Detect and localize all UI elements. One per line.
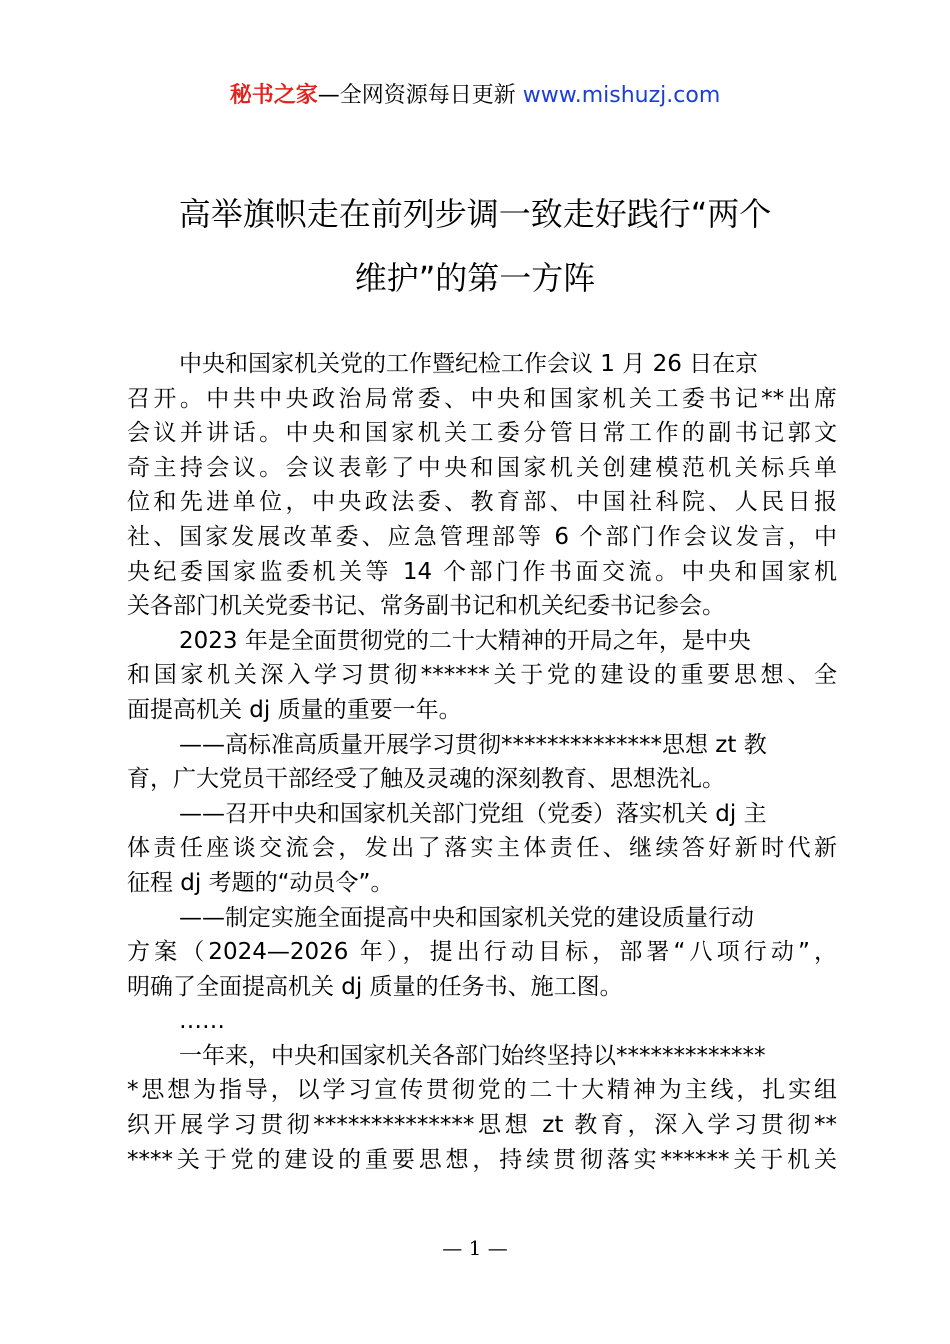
banner-site-link[interactable]: www.mishuzj.com <box>522 83 721 108</box>
body-line: 一年来，中央和国家机关各部门始终坚持以************* <box>179 1042 766 1069</box>
body-line: ——制定实施全面提高中央和国家机关党的建设质量行动 <box>179 904 754 931</box>
body-line: 奇主持会议。会议表彰了中央和国家机关创建模范机关标兵单 <box>127 454 837 481</box>
body-line: 中央和国家机关党的工作暨纪检工作会议 1 月 26 日在京 <box>179 351 759 377</box>
body-line: …… <box>179 1008 225 1035</box>
document-title-line-1: 高举旗帜走在前列步调一致走好践行“两个 <box>178 195 772 233</box>
body-line: 方案（2024—2026 年），提出行动目标，部署“八项行动”， <box>127 939 837 966</box>
body-line: ****关于党的建设的重要思想，持续贯彻落实******关于机关 <box>127 1146 837 1173</box>
body-line: 位和先进单位，中央政法委、教育部、中国社科院、人民日报 <box>127 489 837 516</box>
body-line: 召开。中共中央政治局常委、中央和国家机关工委书记**出席 <box>127 385 837 412</box>
body-line: 关各部门机关党委书记、常务副书记和机关纪委书记参会。 <box>127 593 725 620</box>
body-line: 面提高机关 dj 质量的重要一年。 <box>127 696 462 723</box>
page-number: — 1 — <box>442 1236 508 1260</box>
body-line: 明确了全面提高机关 dj 质量的任务书、施工图。 <box>127 973 623 1000</box>
body-line: ——召开中央和国家机关部门党组（党委）落实机关 dj 主 <box>179 800 767 827</box>
body-line: 征程 dj 考题的“动员令”。 <box>127 869 394 896</box>
body-line: 育，广大党员干部经受了触及灵魂的深刻教育、思想洗礼。 <box>127 766 725 793</box>
banner-tagline: —全网资源每日更新 <box>317 83 516 108</box>
body-line: 会议并讲话。中央和国家机关工委分管日常工作的副书记郭文 <box>127 420 837 447</box>
body-line: 和国家机关深入学习贯彻******关于党的建设的重要思想、全 <box>127 662 837 689</box>
body-line: 2023 年是全面贯彻党的二十大精神的开局之年，是中央 <box>179 627 751 654</box>
body-line: 社、国家发展改革委、应急管理部等 6 个部门作会议发言，中 <box>127 523 837 550</box>
body-line: 央纪委国家监委机关等 14 个部门作书面交流。中央和国家机 <box>127 558 837 585</box>
banner-brand: 秘书之家 <box>229 83 318 108</box>
body-line: ——高标准高质量开展学习贯彻**************思想 zt 教 <box>179 731 767 758</box>
body-line: 织开展学习贯彻**************思想 zt 教育，深入学习贯彻** <box>127 1112 837 1139</box>
body-line: 体责任座谈交流会，发出了落实主体责任、继续答好新时代新 <box>127 835 837 862</box>
site-banner <box>0 78 950 114</box>
body-line: *思想为指导，以学习宣传贯彻党的二十大精神为主线，扎实组 <box>127 1077 837 1104</box>
document-title-line-2: 维护”的第一方阵 <box>354 259 596 297</box>
document-body <box>127 347 837 1177</box>
